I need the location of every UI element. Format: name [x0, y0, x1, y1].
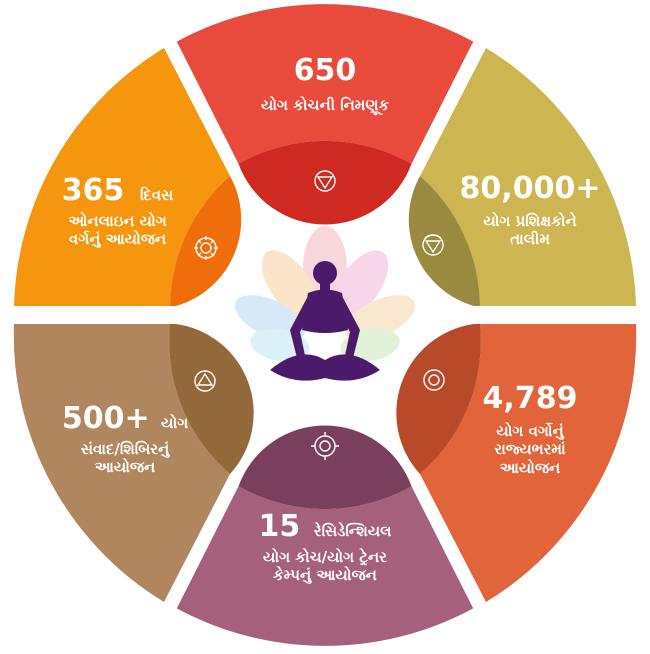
- segment-bottom-right-line-3: આયોજન: [499, 459, 561, 477]
- segment-bottom-line-2: કેમ્પનું આયોજન: [273, 566, 377, 585]
- segment-top-left-first: દિવસ: [139, 186, 174, 204]
- segment-bottom-right-value: 4,789: [482, 381, 578, 416]
- segment-top-value: 650: [293, 53, 357, 88]
- segment-top: [230, 52, 420, 114]
- segment-bottom-left-first: યોગ: [161, 414, 189, 432]
- segment-bottom-right-line-1: યોગ વર્ગોનું: [496, 421, 564, 440]
- segment-bottom-line-1: યોગ કોચ/યોગ ટ્રેનર: [263, 547, 387, 566]
- segment-top-text: યોગ કોચની નિમણૂક: [260, 95, 390, 114]
- segment-bottom-cap: [239, 426, 412, 510]
- segment-bottom-left-line-1: સંવાદ/શિબિરનું: [80, 439, 170, 458]
- segment-bottom-right: [455, 380, 605, 478]
- segment-bottom-left-line-2: આયોજન: [94, 458, 156, 477]
- segment-top-right-line-2: તાલીમ: [510, 230, 550, 249]
- segment-top-right-value: 80,000+: [459, 171, 601, 206]
- segment-bottom-value: 15: [258, 509, 301, 544]
- segment-top-left: [30, 172, 205, 249]
- segment-top-cap: [239, 141, 412, 225]
- segment-bottom-left: [40, 400, 210, 477]
- segment-top-left-line-2: વર્ગનું આયોજન: [68, 230, 167, 249]
- segment-top-left-value: 365: [61, 173, 125, 208]
- segment-bottom-first: રેસિડેન્શિયલ: [313, 522, 392, 540]
- segment-bottom: [215, 508, 435, 585]
- segment-top-right-line-1: યોગ પ્રશિક્ષકોને: [483, 211, 577, 230]
- segment-top-right: [445, 170, 615, 249]
- segment-bottom-right-line-2: રાજ્યભરમાં: [494, 440, 566, 459]
- segment-bottom-left-value: 500+: [61, 401, 150, 436]
- segment-top-left-line-1: ઓનલાઇન યોગ: [68, 211, 167, 230]
